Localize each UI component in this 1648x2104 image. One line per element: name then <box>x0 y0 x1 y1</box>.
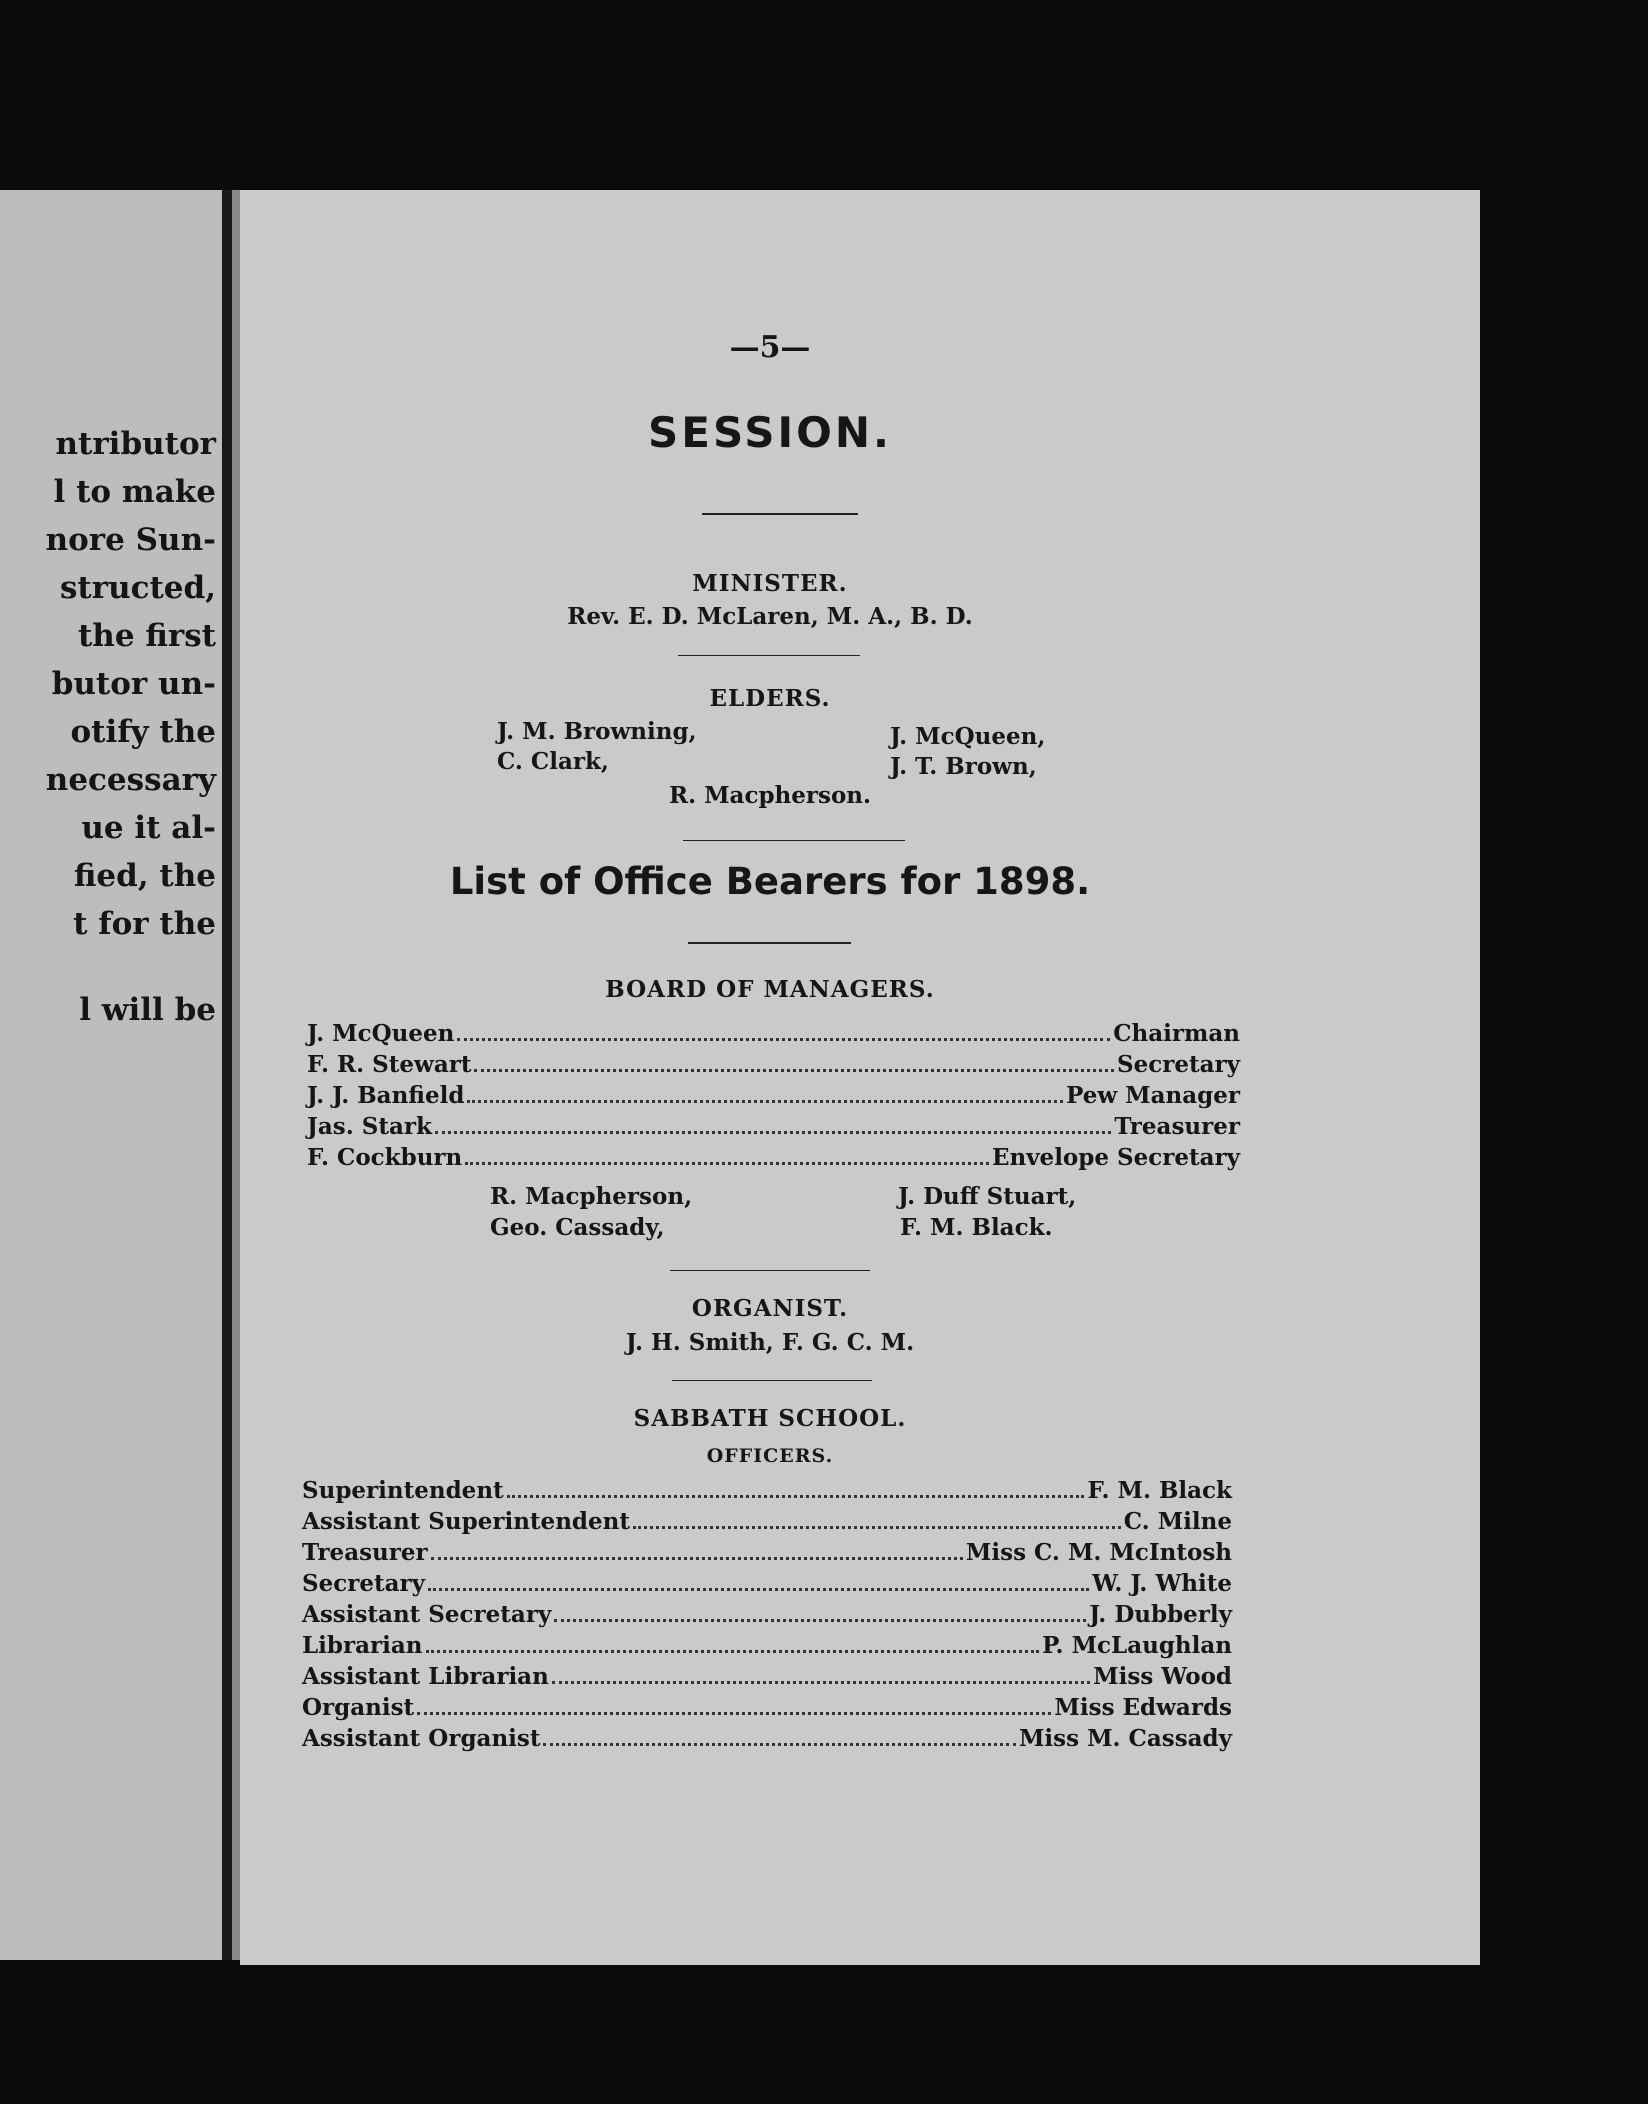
board-role: Secretary <box>1116 1051 1240 1078</box>
elder-name: J. T. Brown, <box>890 753 1037 780</box>
minister-name: Rev. E. D. McLaren, M. A., B. D. <box>567 603 973 630</box>
divider <box>678 655 860 656</box>
organist-name: J. H. Smith, F. G. C. M. <box>625 1329 915 1356</box>
left-line: necessary <box>45 762 216 798</box>
divider <box>670 1270 870 1271</box>
board-member: J. McQueen <box>307 1020 455 1047</box>
officer-row <box>302 1570 1232 1597</box>
office-bearers-title: List of Office Bearers for 1898. <box>449 860 1091 903</box>
officer-row <box>302 1477 1232 1504</box>
page-number: —5— <box>729 330 811 365</box>
board-member: F. Cockburn <box>307 1144 463 1171</box>
page-spine <box>222 190 232 1960</box>
session-title: SESSION. <box>648 408 892 457</box>
divider <box>688 942 851 944</box>
minister-heading: MINISTER. <box>692 570 848 597</box>
divider <box>683 840 905 841</box>
elder-name: J. McQueen, <box>890 723 1046 750</box>
board-member: F. R. Stewart <box>307 1051 472 1078</box>
left-line: fied, the <box>73 858 216 894</box>
officer-role: Secretary <box>302 1570 426 1597</box>
officer-name: Miss Edwards <box>1054 1694 1232 1721</box>
officer-name: C. Milne <box>1123 1508 1232 1535</box>
officer-name: J. Dubberly <box>1089 1601 1232 1628</box>
board-row <box>307 1051 1240 1078</box>
left-line: structed, <box>59 570 216 606</box>
page-spine-edge <box>232 190 240 1960</box>
board-other-member: Geo. Cassady, <box>490 1214 665 1241</box>
officer-role: Treasurer <box>302 1539 428 1566</box>
board-other-member: R. Macpherson, <box>490 1183 693 1210</box>
organist-heading: ORGANIST. <box>691 1295 849 1322</box>
officer-role: Organist <box>302 1694 415 1721</box>
left-line: nore Sun- <box>45 522 216 558</box>
officer-row <box>302 1601 1232 1628</box>
board-row <box>307 1113 1240 1140</box>
board-row <box>307 1020 1240 1047</box>
left-line: ntributor <box>55 426 216 462</box>
officer-row <box>302 1694 1232 1721</box>
officer-name: P. McLaughlan <box>1042 1632 1232 1659</box>
divider <box>672 1380 872 1381</box>
divider <box>702 513 858 515</box>
board-role: Treasurer <box>1114 1113 1240 1140</box>
left-line: the first <box>77 618 216 654</box>
board-role: Pew Manager <box>1066 1082 1240 1109</box>
left-facing-page <box>0 190 222 1960</box>
elder-name: J. M. Browning, <box>497 718 697 745</box>
board-other-member: J. Duff Stuart, <box>898 1183 1077 1210</box>
officer-name: W. J. White <box>1092 1570 1232 1597</box>
officer-row <box>302 1539 1232 1566</box>
board-heading: BOARD OF MANAGERS. <box>605 976 935 1003</box>
document-page <box>240 190 1480 1965</box>
sabbath-school-heading: SABBATH SCHOOL. <box>633 1405 907 1432</box>
officer-name: Miss M. Cassady <box>1018 1725 1232 1752</box>
officer-role: Superintendent <box>302 1477 504 1504</box>
elder-name: R. Macpherson. <box>668 782 872 809</box>
board-other-member: F. M. Black. <box>900 1214 1053 1241</box>
board-role: Chairman <box>1113 1020 1240 1047</box>
elders-heading: ELDERS. <box>709 685 831 712</box>
elder-name: C. Clark, <box>497 748 609 775</box>
officer-role: Librarian <box>302 1632 423 1659</box>
left-line: ue it al- <box>81 810 216 846</box>
board-role: Envelope Secretary <box>991 1144 1240 1171</box>
board-member: Jas. Stark <box>307 1113 432 1140</box>
officer-row <box>302 1508 1232 1535</box>
officer-name: F. M. Black <box>1087 1477 1232 1504</box>
officer-name: Miss C. M. McIntosh <box>965 1539 1232 1566</box>
board-row <box>307 1082 1240 1109</box>
left-line: l to make <box>53 474 216 510</box>
board-row <box>307 1144 1240 1171</box>
left-line: t for the <box>73 906 216 942</box>
officer-name: Miss Wood <box>1093 1663 1232 1690</box>
left-line: butor un- <box>51 666 216 702</box>
officer-role: Assistant Librarian <box>302 1663 549 1690</box>
left-page-text <box>0 420 216 1034</box>
officer-role: Assistant Secretary <box>302 1601 552 1628</box>
officer-role: Assistant Superintendent <box>302 1508 630 1535</box>
board-member: J. J. Banfield <box>307 1082 465 1109</box>
left-line: otify the <box>70 714 216 750</box>
officer-role: Assistant Organist <box>302 1725 541 1752</box>
officers-subheading: OFFICERS. <box>706 1445 834 1467</box>
officer-row <box>302 1725 1232 1752</box>
officer-row <box>302 1663 1232 1690</box>
officer-row <box>302 1632 1232 1659</box>
left-line: l will be <box>79 992 216 1028</box>
